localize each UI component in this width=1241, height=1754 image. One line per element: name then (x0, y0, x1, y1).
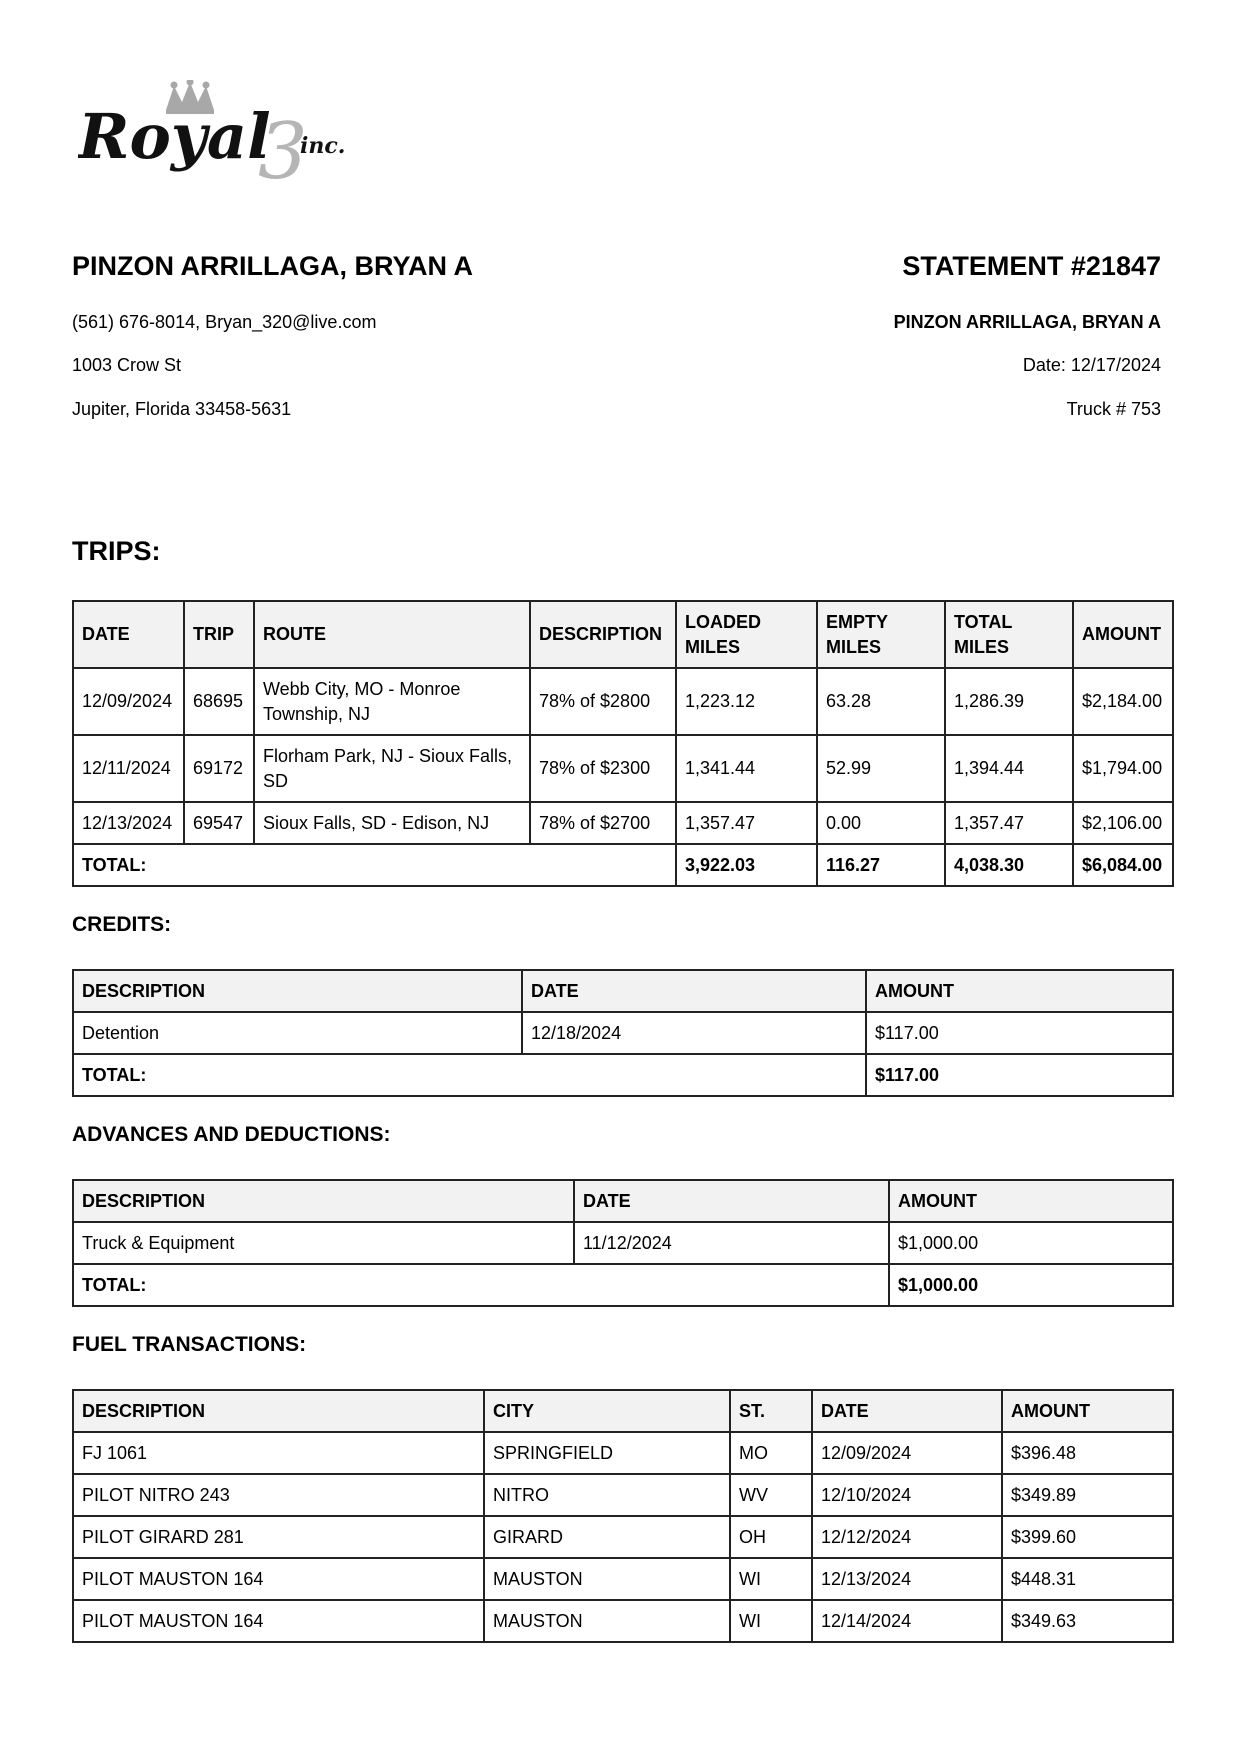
col-trip: TRIP (184, 601, 254, 668)
fuel-description: PILOT MAUSTON 164 (73, 1558, 484, 1600)
trip-loaded-miles: 1,341.44 (676, 735, 817, 802)
fuel-date: 12/09/2024 (812, 1432, 1002, 1474)
col-description: DESCRIPTION (73, 1390, 484, 1432)
table-row (73, 1516, 1173, 1558)
fuel-table (72, 1389, 1174, 1643)
col-state: ST. (730, 1390, 812, 1432)
col-amount: AMOUNT (889, 1180, 1173, 1222)
trip-amount: $1,794.00 (1073, 735, 1173, 802)
trip-description: 78% of $2800 (530, 668, 676, 735)
col-description: DESCRIPTION (73, 970, 522, 1012)
total-amount: $6,084.00 (1073, 844, 1173, 886)
fuel-amount: $396.48 (1002, 1432, 1173, 1474)
fuel-state: OH (730, 1516, 812, 1558)
table-row (73, 802, 1173, 844)
trip-loaded-miles: 1,357.47 (676, 802, 817, 844)
total-amount: $117.00 (866, 1054, 1173, 1096)
driver-city: Jupiter, Florida 33458-5631 (72, 399, 292, 419)
trip-amount: $2,184.00 (1073, 668, 1173, 735)
fuel-date: 12/10/2024 (812, 1474, 1002, 1516)
fuel-date: 12/12/2024 (812, 1516, 1002, 1558)
col-loaded-miles: LOADED MILES (676, 601, 817, 668)
advance-description: Truck & Equipment (73, 1222, 574, 1264)
fuel-description: PILOT NITRO 243 (73, 1474, 484, 1516)
fuel-city: MAUSTON (484, 1600, 730, 1642)
advance-date: 11/12/2024 (574, 1222, 889, 1264)
fuel-amount: $448.31 (1002, 1558, 1173, 1600)
driver-contact: (561) 676-8014, Bryan_320@live.com (72, 312, 377, 332)
fuel-city: NITRO (484, 1474, 730, 1516)
fuel-city: MAUSTON (484, 1558, 730, 1600)
fuel-city: GIRARD (484, 1516, 730, 1558)
fuel-header-row (73, 1390, 1173, 1432)
trip-total-miles: 1,357.47 (945, 802, 1073, 844)
trips-total-row (73, 844, 1173, 886)
trip-loaded-miles: 1,223.12 (676, 668, 817, 735)
trip-route: Sioux Falls, SD - Edison, NJ (254, 802, 530, 844)
trips-header-row (73, 601, 1173, 668)
col-empty-miles: EMPTY MILES (817, 601, 945, 668)
fuel-title: FUEL TRANSACTIONS: (72, 1333, 307, 1356)
advances-title: ADVANCES AND DEDUCTIONS: (72, 1123, 391, 1146)
credit-description: Detention (73, 1012, 522, 1054)
trip-route: Florham Park, NJ - Sioux Falls, SD (254, 735, 530, 802)
fuel-city: SPRINGFIELD (484, 1432, 730, 1474)
table-row (73, 1600, 1173, 1642)
advances-header-row (73, 1180, 1173, 1222)
trip-empty-miles: 63.28 (817, 668, 945, 735)
fuel-amount: $399.60 (1002, 1516, 1173, 1558)
trip-empty-miles: 0.00 (817, 802, 945, 844)
col-amount: AMOUNT (1073, 601, 1173, 668)
logo-numeral: 3 (258, 107, 308, 190)
fuel-date: 12/13/2024 (812, 1558, 1002, 1600)
trip-amount: $2,106.00 (1073, 802, 1173, 844)
total-label: TOTAL: (73, 1054, 866, 1096)
col-date: DATE (73, 601, 184, 668)
trip-date: 12/13/2024 (73, 802, 184, 844)
trip-total-miles: 1,286.39 (945, 668, 1073, 735)
fuel-description: PILOT MAUSTON 164 (73, 1600, 484, 1642)
total-label: TOTAL: (73, 1264, 889, 1306)
statement-title: STATEMENT #21847 (902, 251, 1161, 281)
total-total-miles: 4,038.30 (945, 844, 1073, 886)
col-amount: AMOUNT (1002, 1390, 1173, 1432)
col-total-miles: TOTAL MILES (945, 601, 1073, 668)
trip-number: 69172 (184, 735, 254, 802)
fuel-description: FJ 1061 (73, 1432, 484, 1474)
total-amount: $1,000.00 (889, 1264, 1173, 1306)
company-logo (78, 80, 378, 190)
col-route: ROUTE (254, 601, 530, 668)
col-description: DESCRIPTION (73, 1180, 574, 1222)
fuel-state: WV (730, 1474, 812, 1516)
col-city: CITY (484, 1390, 730, 1432)
credits-total-row (73, 1054, 1173, 1096)
table-row (73, 1012, 1173, 1054)
col-description: DESCRIPTION (530, 601, 676, 668)
trip-route: Webb City, MO - Monroe Township, NJ (254, 668, 530, 735)
trip-number: 68695 (184, 668, 254, 735)
credits-header-row (73, 970, 1173, 1012)
fuel-amount: $349.89 (1002, 1474, 1173, 1516)
table-row (73, 1222, 1173, 1264)
col-amount: AMOUNT (866, 970, 1173, 1012)
logo-suffix: inc. (300, 133, 346, 159)
statement-date: Date: 12/17/2024 (1022, 355, 1161, 375)
credits-title: CREDITS: (72, 913, 172, 936)
table-row (73, 1558, 1173, 1600)
credits-table (72, 969, 1174, 1097)
fuel-state: WI (730, 1600, 812, 1642)
table-row (73, 735, 1173, 802)
col-date: DATE (812, 1390, 1002, 1432)
total-empty-miles: 116.27 (817, 844, 945, 886)
trip-date: 12/09/2024 (73, 668, 184, 735)
driver-street: 1003 Crow St (72, 355, 182, 375)
credit-date: 12/18/2024 (522, 1012, 866, 1054)
trip-empty-miles: 52.99 (817, 735, 945, 802)
driver-name: PINZON ARRILLAGA, BRYAN A (72, 251, 474, 281)
fuel-description: PILOT GIRARD 281 (73, 1516, 484, 1558)
advance-amount: $1,000.00 (889, 1222, 1173, 1264)
col-date: DATE (522, 970, 866, 1012)
logo-text: Royal (78, 100, 271, 173)
total-loaded-miles: 3,922.03 (676, 844, 817, 886)
credit-amount: $117.00 (866, 1012, 1173, 1054)
advances-table (72, 1179, 1174, 1307)
fuel-date: 12/14/2024 (812, 1600, 1002, 1642)
statement-name: PINZON ARRILLAGA, BRYAN A (893, 312, 1161, 332)
trip-number: 69547 (184, 802, 254, 844)
advances-total-row (73, 1264, 1173, 1306)
trip-date: 12/11/2024 (73, 735, 184, 802)
trips-title: TRIPS: (72, 536, 161, 566)
statement-truck: Truck # 753 (1066, 399, 1161, 419)
trips-table (72, 600, 1174, 887)
fuel-state: MO (730, 1432, 812, 1474)
table-row (73, 1432, 1173, 1474)
total-label: TOTAL: (73, 844, 676, 886)
fuel-amount: $349.63 (1002, 1600, 1173, 1642)
table-row (73, 1474, 1173, 1516)
trip-total-miles: 1,394.44 (945, 735, 1073, 802)
fuel-state: WI (730, 1558, 812, 1600)
col-date: DATE (574, 1180, 889, 1222)
trip-description: 78% of $2300 (530, 735, 676, 802)
table-row (73, 668, 1173, 735)
trip-description: 78% of $2700 (530, 802, 676, 844)
